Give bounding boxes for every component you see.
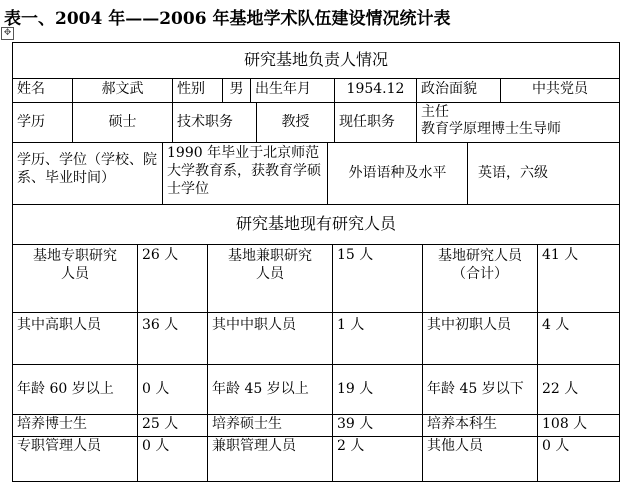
position-line-1: 主任 <box>421 104 449 120</box>
junior-staff-label: 其中初职人员 <box>423 313 538 365</box>
middle-staff-label: 其中中职人员 <box>208 313 333 365</box>
senior-staff-value: 36 人 <box>138 313 208 365</box>
total-researchers-value: 41 人 <box>538 245 619 313</box>
age-over-45-value: 19 人 <box>333 365 423 415</box>
stats-table <box>12 42 620 482</box>
language-value: 英语，六级 <box>468 143 619 205</box>
parttime-researchers-label: 基地兼职研究人员 <box>208 245 333 313</box>
politics-value: 中共党员 <box>501 79 619 103</box>
gender-label: 性别 <box>173 79 223 103</box>
position-value <box>417 103 619 143</box>
age-over-60-value: 0 人 <box>138 365 208 415</box>
position-line-2: 教育学原理博士生导师 <box>421 121 561 137</box>
move-handle-icon[interactable]: ✥ <box>1 27 14 40</box>
fulltime-researchers-value: 26 人 <box>138 245 208 313</box>
degree-label: 学历、学位（学校、院系、毕业时间） <box>13 143 163 205</box>
section1-heading: 研究基地负责人情况 <box>13 43 619 79</box>
position-label: 现任职务 <box>335 103 417 143</box>
degree-value: 1990 年毕业于北京师范大学教育系，获教育学硕士学位 <box>163 143 328 205</box>
junior-staff-value: 4 人 <box>538 313 619 365</box>
other-staff-label: 其他人员 <box>423 437 538 481</box>
undergrad-trained-label: 培养本科生 <box>423 415 538 437</box>
education-label: 学历 <box>13 103 73 143</box>
document-title: 表一、2004 年——2006 年基地学术队伍建设情况统计表 <box>4 9 451 29</box>
fulltime-admin-value: 0 人 <box>138 437 208 481</box>
birth-value: 1954.12 <box>335 79 417 103</box>
tech-title-label: 技术职务 <box>173 103 257 143</box>
gender-value: 男 <box>223 79 251 103</box>
parttime-admin-value: 2 人 <box>333 437 423 481</box>
fulltime-researchers-label: 基地专职研究人员 <box>13 245 138 313</box>
masters-trained-value: 39 人 <box>333 415 423 437</box>
parttime-admin-label: 兼职管理人员 <box>208 437 333 481</box>
education-value: 硕士 <box>73 103 173 143</box>
total-researchers-label: 基地研究人员（合计） <box>423 245 538 313</box>
section2-heading: 研究基地现有研究人员 <box>13 205 619 245</box>
birth-label: 出生年月 <box>251 79 335 103</box>
other-staff-value: 0 人 <box>542 438 570 454</box>
politics-label: 政治面貌 <box>417 79 501 103</box>
name-value: 郝文武 <box>73 79 173 103</box>
parttime-researchers-value: 15 人 <box>333 245 423 313</box>
middle-staff-value: 1 人 <box>333 313 423 365</box>
undergrad-trained-value: 108 人 <box>538 415 619 437</box>
age-over-60-label: 年龄 60 岁以上 <box>13 365 138 415</box>
age-over-45-label: 年龄 45 岁以上 <box>208 365 333 415</box>
fulltime-admin-label: 专职管理人员 <box>13 437 138 481</box>
masters-trained-label: 培养硕士生 <box>208 415 333 437</box>
name-label: 姓名 <box>13 79 73 103</box>
senior-staff-label: 其中高职人员 <box>13 313 138 365</box>
tech-title-value: 教授 <box>257 103 335 143</box>
language-label: 外语语种及水平 <box>328 143 468 205</box>
age-under-45-label: 年龄 45 岁以下 <box>423 365 538 415</box>
phd-trained-value: 25 人 <box>138 415 208 437</box>
phd-trained-label: 培养博士生 <box>13 415 138 437</box>
age-under-45-value: 22 人 <box>538 365 619 415</box>
